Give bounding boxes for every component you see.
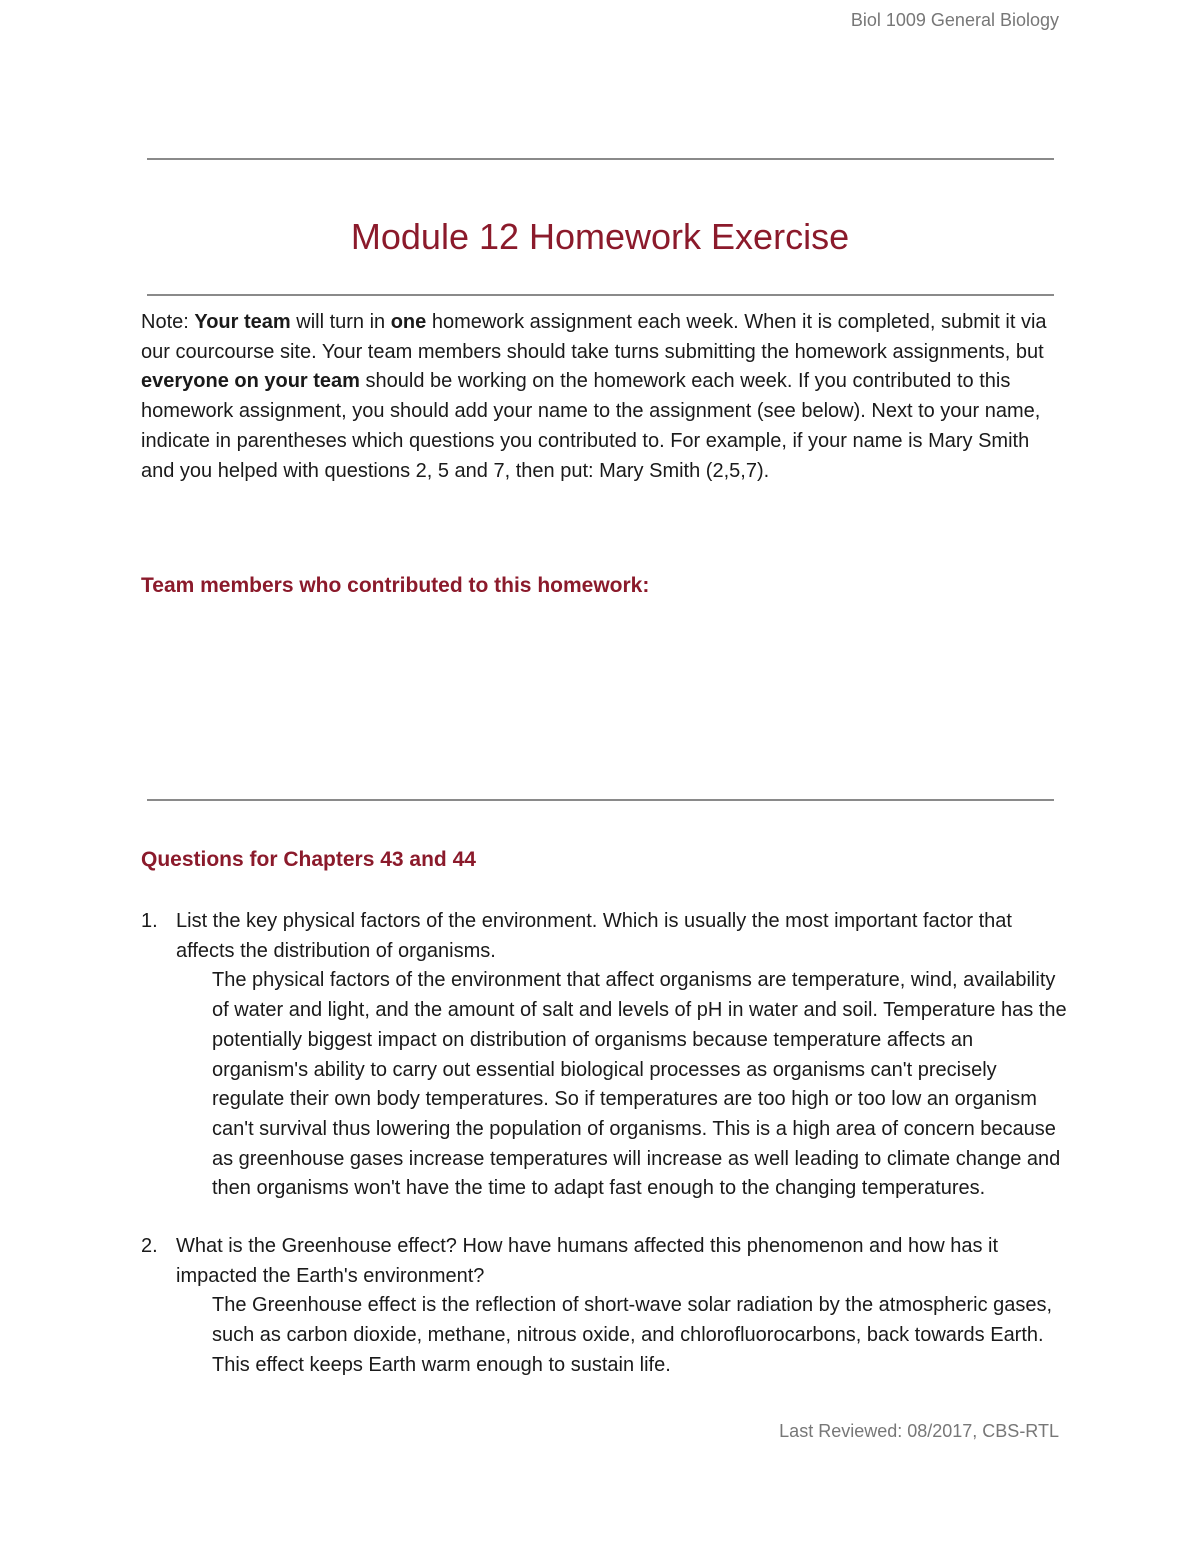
- page-title: Module 12 Homework Exercise: [350, 216, 850, 257]
- top-divider: [147, 158, 1054, 160]
- question-number: 1.: [141, 910, 158, 932]
- note-bold-your-team: Your team: [194, 311, 291, 333]
- answer-text: The Greenhouse effect is the reflection of short-wave solar radiation by the atmospheric gases, such as carbon dioxide, methane, nitrous oxide, and chlorofluorocarbons, back towards Earth. This effect keeps Earth warm enough to sustain life.: [212, 1294, 1053, 1376]
- question-item: [141, 1232, 1071, 1381]
- note-text-2: will turn in: [290, 311, 391, 333]
- course-header: Biol 1009 General Biology: [850, 10, 1059, 30]
- last-reviewed-footer: Last Reviewed: 08/2017, CBS-RTL: [779, 1421, 1059, 1441]
- section-divider: [147, 799, 1054, 801]
- question-item: [141, 907, 1071, 1204]
- team-members-heading: Team members who contributed to this homework:: [141, 574, 650, 597]
- question-number: 2.: [141, 1235, 158, 1258]
- answer-text: The physical factors of the environment that affect organisms are temperature, wind, availability of water and light, and the amount of salt and levels of pH in water and soil. Temperature has the potentially biggest impact on distribution of organisms because temperature affects an organism's ability to carry out essential biological processes as organisms can't precisely regulate their own body temperatures. So if temperatures are too high or too low an organism can't survival thus lowering the population of organisms. This is a high area of concern because as greenhouse gases increase temperatures will increase as well leading to climate change and then organisms won't have the time to adapt fast enough to the changing temperatures.: [212, 969, 1067, 1200]
- question-list: [141, 907, 1071, 1381]
- note-text-3: homework assignment each week. When it is completed, submit it via our courcourse site. Your team members should take turns submitting the homework assignments, but: [141, 311, 1047, 363]
- note-text-4: should be working on the homework each week. If you contributed to this homework assignment, you should add your name to the assignment (see below). Next to your name, indicate in parentheses which questions you contributed to. For example, if your name is Mary Smith and you helped with questions 2, 5 and 7, then put: Mary Smith (2,5,7).: [141, 370, 1041, 482]
- instructions-note: [141, 308, 1061, 486]
- note-text-1: Note:: [141, 311, 195, 333]
- question-text: What is the Greenhouse effect? How have humans affected this phenomenon and how has it impacted the Earth's environment?: [176, 1235, 999, 1287]
- question-text: List the key physical factors of the environment. Which is usually the most important factor that affects the distribution of organisms.: [176, 910, 1012, 962]
- questions-heading: Questions for Chapters 43 and 44: [141, 848, 476, 871]
- note-bold-everyone: everyone on your team: [141, 370, 360, 393]
- note-bold-one: one: [390, 311, 427, 333]
- title-divider: [147, 294, 1054, 296]
